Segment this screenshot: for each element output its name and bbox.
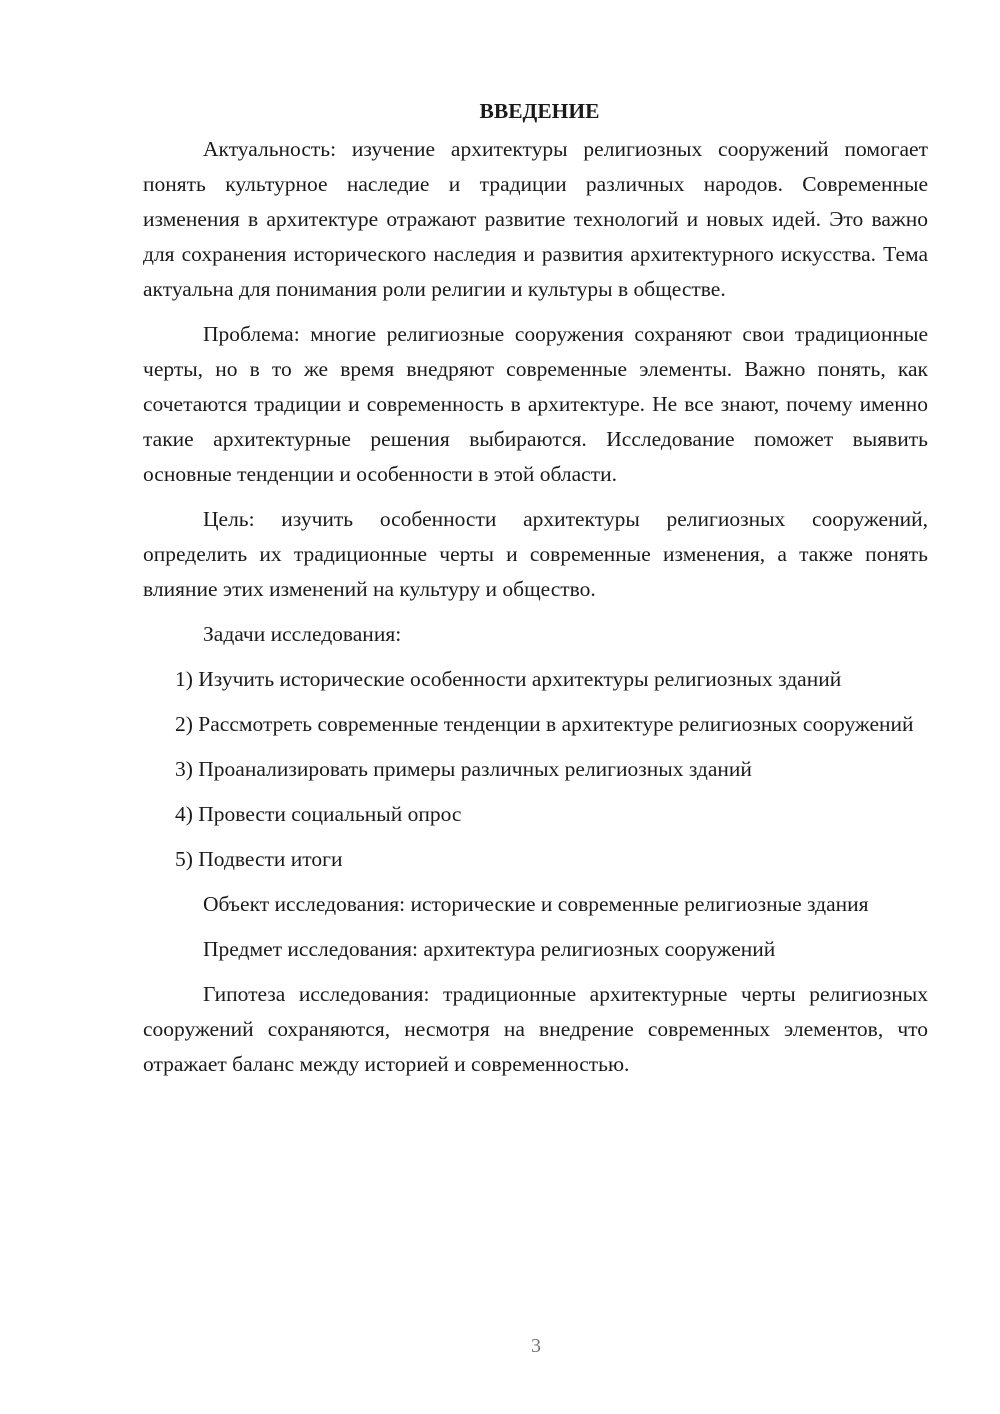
tasks-heading: Задачи исследования: [203,622,402,646]
paragraph-subject: Предмет исследования: архитектура религиозных сооружений [203,937,776,961]
tasks-list [143,662,928,877]
list-item: 3) Проанализировать примеры различных религиозных зданий [175,757,752,781]
list-item: 5) Подвести итоги [175,847,343,871]
document-title: ВВЕДЕНИЕ [479,99,600,123]
paragraph-relevance: Актуальность: изучение архитектуры религиозных сооружений помогает понять культурное наследие и традиции различных народов. Современные изменения в архитектуре отражают развитие технологий и новых идей. Это важно для сохранения исторического наследия и развития архитектурного искусства. Тема актуальна для понимания роли религии и культуры в обществе. [143,137,928,301]
paragraph-object: Объект исследования: исторические и современные религиозные здания [203,892,869,916]
paragraph-hypothesis: Гипотеза исследования: традиционные архитектурные черты религиозных сооружений сохраняются, несмотря на внедрение современных элементов, что отражает баланс между историей и современностью. [143,982,928,1076]
page-number: 3 [531,1335,541,1357]
list-item: 2) Рассмотреть современные тенденции в архитектуре религиозных сооружений [175,712,914,736]
list-item: 4) Провести социальный опрос [175,802,462,826]
paragraph-problem: Проблема: многие религиозные сооружения сохраняют свои традиционные черты, но в то же время внедряют современные элементы. Важно понять, как сочетаются традиции и современность в архитектуре. Не все знают, почему именно такие архитектурные решения выбираются. Исследование поможет выявить основные тенденции и особенности в этой области. [143,322,928,486]
list-item: 1) Изучить исторические особенности архитектуры религиозных зданий [175,667,842,691]
paragraph-goal: Цель: изучить особенности архитектуры религиозных сооружений, определить их традиционные черты и современные изменения, а также понять влияние этих изменений на культуру и общество. [143,507,928,601]
document-page [143,96,928,1092]
